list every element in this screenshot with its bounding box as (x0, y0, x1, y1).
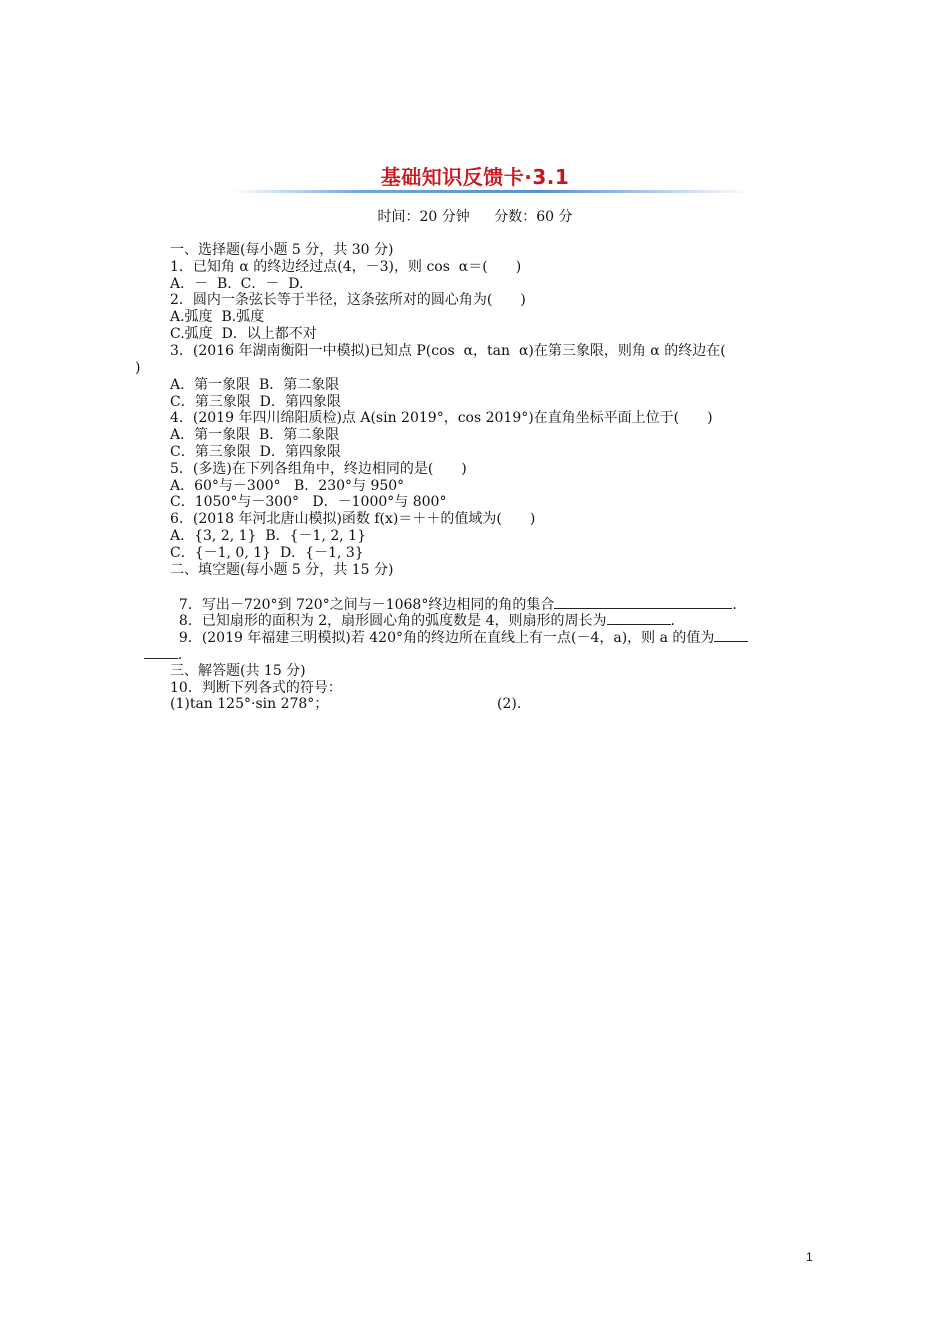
option-line: A．第一象限 B．第二象限 (170, 377, 340, 393)
exam-meta (0, 206, 950, 226)
title-underline (232, 190, 752, 193)
option-line: A．第一象限 B．第二象限 (170, 427, 340, 443)
section-heading: 一、选择题(每小题 5 分，共 30 分) (170, 242, 394, 258)
option-line: C．1050°与－300° D．－1000°与 800° (170, 494, 447, 510)
section-heading: 二、填空题(每小题 5 分，共 15 分) (170, 562, 394, 578)
end-period: . (732, 597, 737, 613)
question-line (170, 612, 748, 647)
question-line: 6．(2018 年河北唐山模拟)函数 f(x)＝＋＋的值域为( ) (170, 511, 536, 527)
question-line-wrap (135, 629, 192, 664)
question-text: 9．(2019 年福建三明模拟)若 420°角的终边所在直线上有一点(－4，a)，则 a 的值为 (178, 630, 715, 646)
question-text: 7．写出－720°到 720°之间与－1068°终边相同的角的集合 (178, 597, 555, 613)
option-line: A.弧度 B.弧度 (170, 309, 265, 325)
question-line: 1．已知角 α 的终边经过点(4，－3)，则 cos α＝( ) (170, 259, 522, 275)
sub-question: (2). (497, 696, 522, 712)
answer-blank (714, 629, 748, 642)
option-line: C.弧度 D．以上都不对 (170, 326, 317, 342)
option-line: C．{－1, 0, 1} D．{－1, 3} (170, 545, 364, 561)
question-text: 8．已知扇形的面积为 2，扇形圆心角的弧度数是 4，则扇形的周长为 (178, 613, 607, 629)
option-line: C．第三象限 D．第四象限 (170, 394, 341, 410)
option-line: C．第三象限 D．第四象限 (170, 444, 341, 460)
question-line: 2．圆内一条弦长等于半径，这条弦所对的圆心角为( ) (170, 292, 526, 308)
end-period: . (670, 613, 675, 629)
end-period: ． (177, 647, 192, 663)
page-number: 1 (806, 1250, 813, 1264)
page-title: 基础知识反馈卡·3.1 (380, 165, 570, 189)
total-score: 分数：60 分 (494, 209, 573, 225)
section-heading: 三、解答题(共 15 分) (170, 663, 306, 679)
question-line-wrap: ) (135, 360, 141, 376)
question-line: 10．判断下列各式的符号： (170, 680, 342, 696)
question-line: 3．(2016 年湖南衡阳一中模拟)已知点 P(cos α，tan α)在第三象限，则角 α 的终边在( (170, 343, 726, 359)
answer-blank (144, 646, 178, 659)
option-line: A．{3, 2, 1} B．{－1, 2, 1} (170, 528, 366, 544)
sub-question: (1)tan 125°·sin 278°； (170, 696, 329, 712)
time-limit: 时间：20 分钟 (377, 209, 470, 225)
question-line: 4．(2019 年四川绵阳质检)点 A(sin 2019°，cos 2019°)在直角坐标平面上位于( ) (170, 410, 713, 426)
option-line: A．－ B. C．－ D. (170, 276, 304, 292)
question-line: 5．(多选)在下列各组角中，终边相同的是( ) (170, 461, 467, 477)
option-line: A．60°与－300° B．230°与 950° (170, 478, 405, 494)
